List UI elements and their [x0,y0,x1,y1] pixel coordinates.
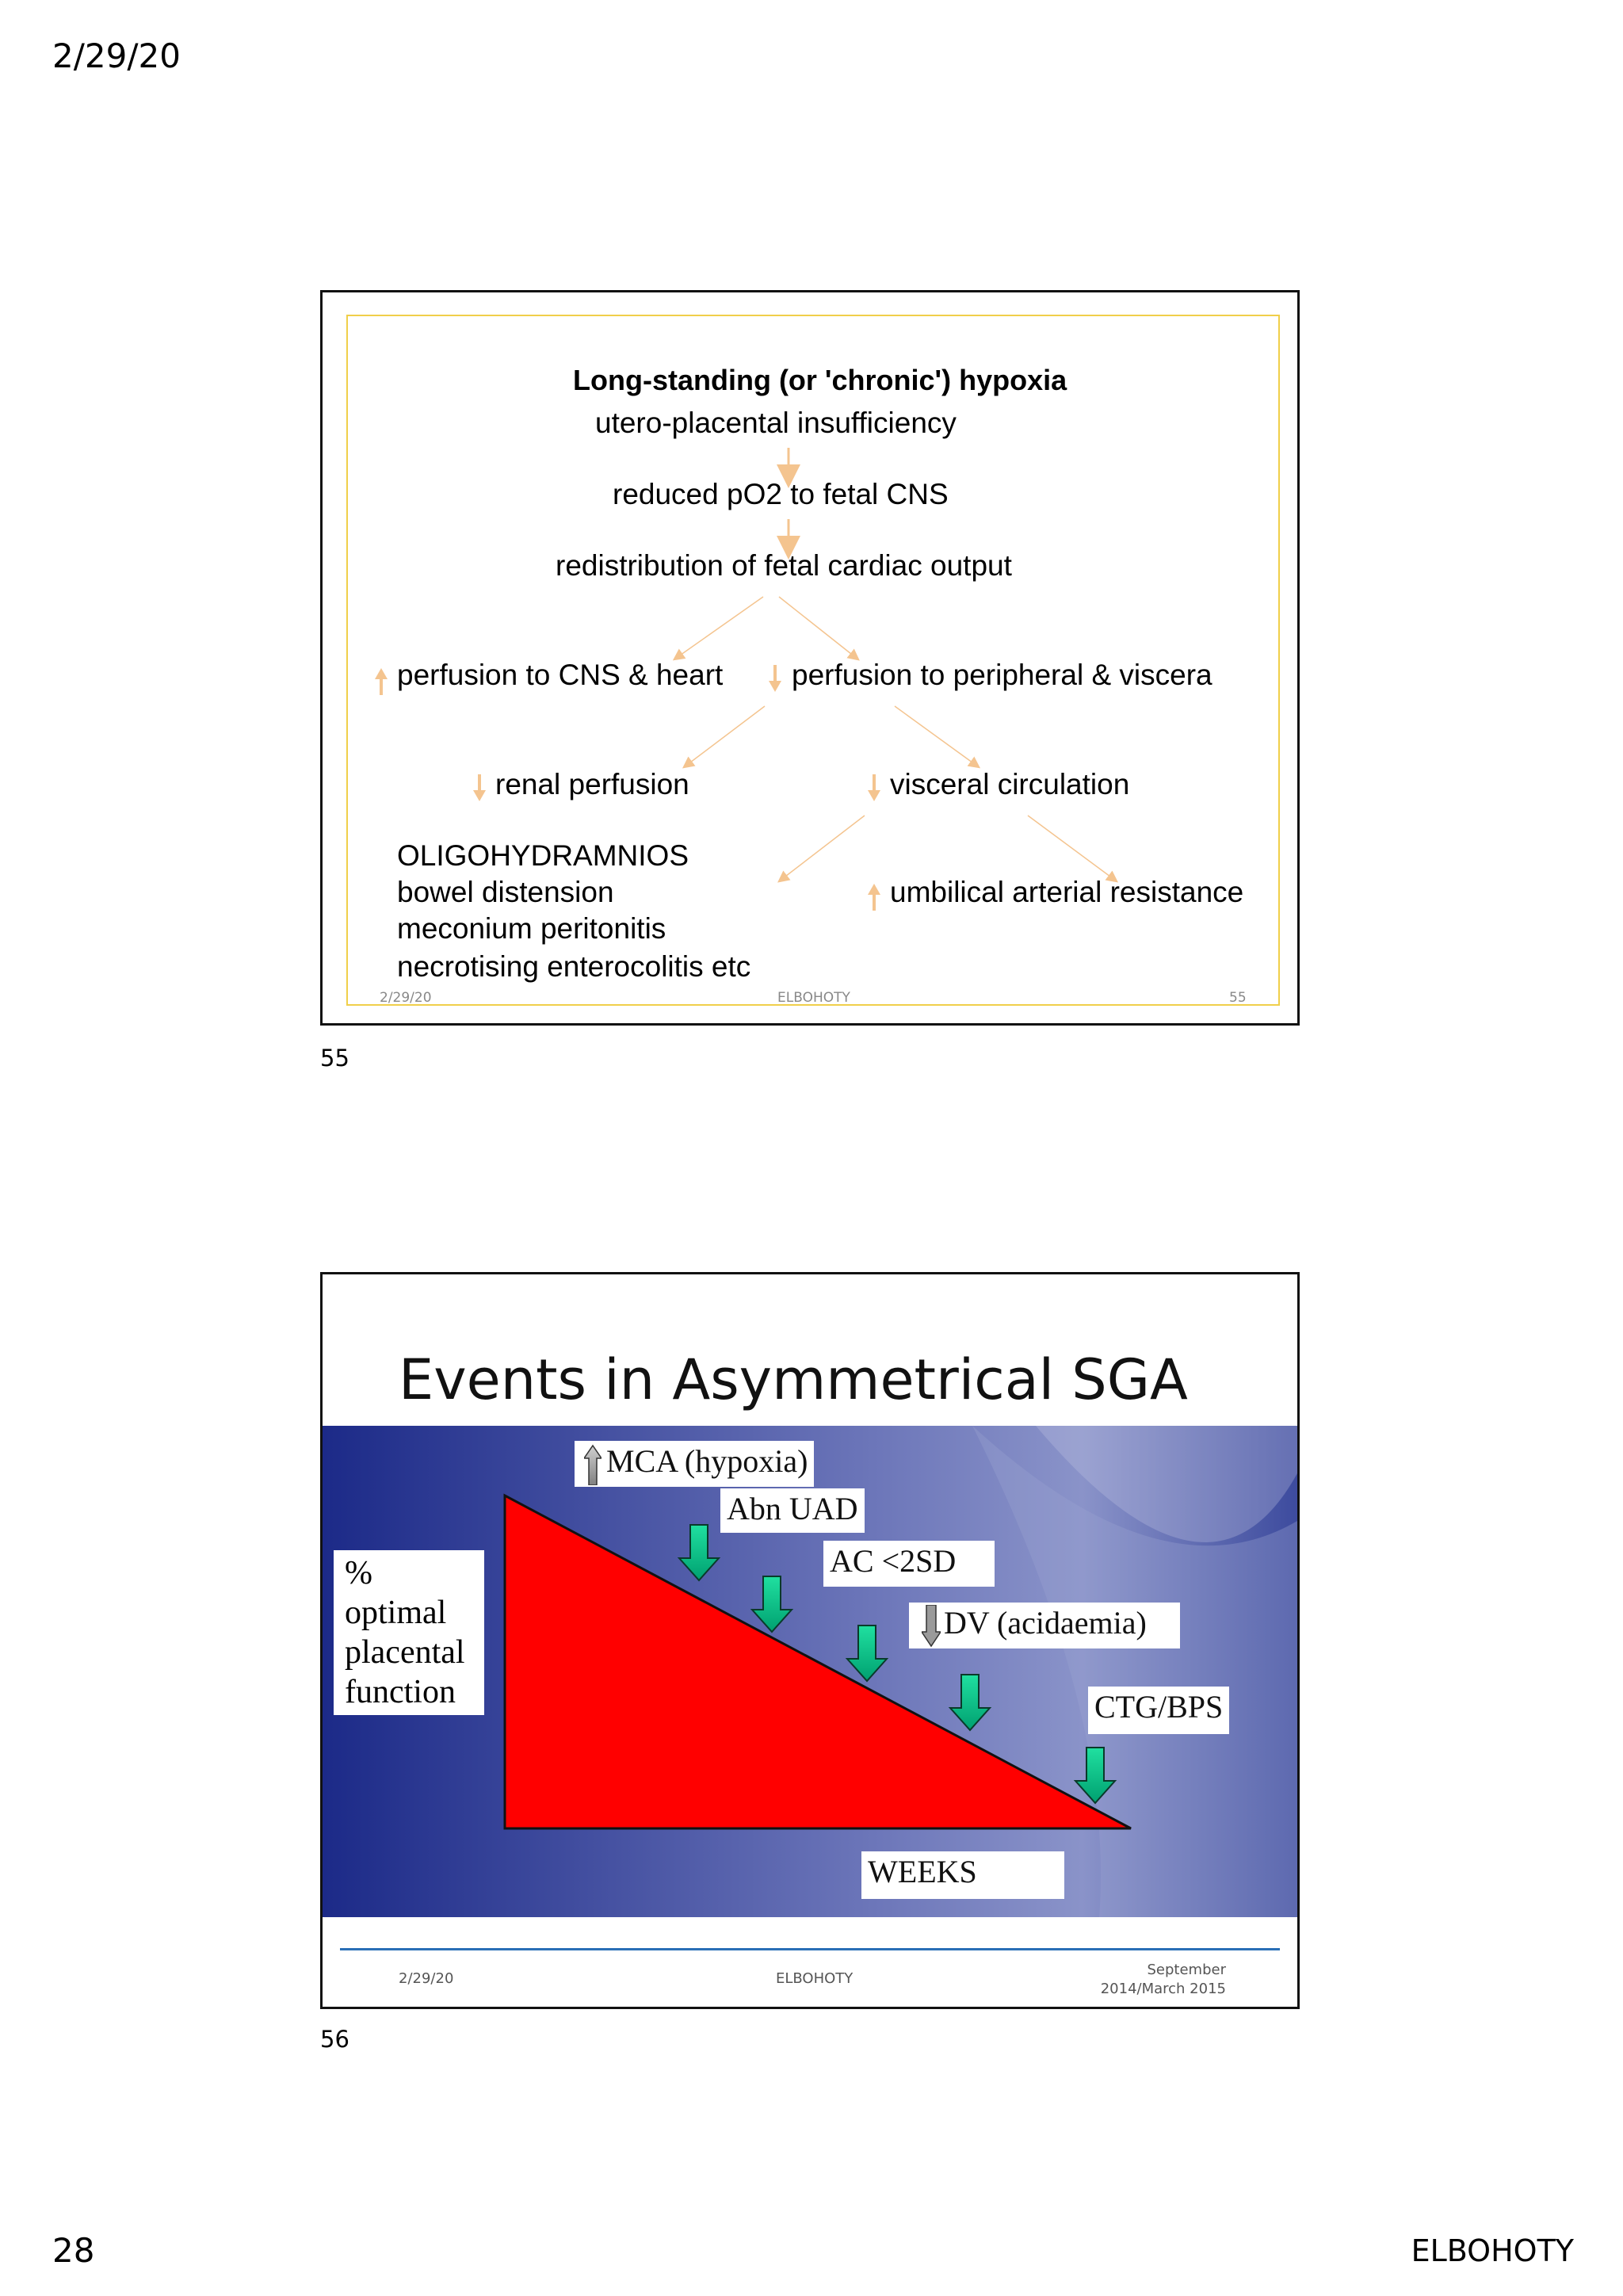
slide-hypoxia-flowchart [320,290,1300,1026]
label-dv [909,1603,1180,1648]
flow-step-viscera: perfusion to peripheral & viscera [792,659,1212,691]
label-weeks: WEEKS [861,1851,1064,1899]
flow-step-po2: reduced pO2 to fetal CNS [613,478,949,510]
label-abn-uad: Abn UAD [720,1488,865,1533]
footer-rule [340,1948,1280,1950]
slide-footer-date: 2/29/20 [399,1970,454,1987]
slide-footer-author: ELBOHOTY [776,1970,854,1987]
label-dv-text: DV (acidaemia) [944,1605,1147,1641]
down-arrow-icon [473,774,486,801]
slide-footer-author: ELBOHOTY [777,990,850,1006]
label-y-axis: % optimal placental function [334,1550,484,1715]
flow-step-renal: renal perfusion [495,768,689,800]
flow-step-bowel: bowel distension [397,876,614,908]
up-arrow-icon [375,668,388,695]
slide-footer-number: 55 [1229,990,1247,1006]
flow-step-umbilical: umbilical arterial resistance [890,876,1244,908]
slide-number: 56 [320,2026,349,2053]
page-number: 28 [52,2231,95,2270]
page-author: ELBOHOTY [1411,2233,1574,2268]
slide-footer-date: 2/29/20 [380,990,432,1006]
label-mca [575,1441,814,1487]
up-arrow-icon [868,884,880,911]
label-ac: AC <2SD [823,1541,995,1587]
flow-step-visceral: visceral circulation [890,768,1130,800]
flow-step-meconium: meconium peritonitis [397,912,666,945]
slide-footer-period: September 2014/March 2015 [1100,1962,1226,1997]
page-date: 2/29/20 [52,36,181,75]
down-arrow-icon [922,1605,941,1648]
flow-step-necrotising: necrotising enterocolitis etc [397,950,751,983]
label-mca-text: MCA (hypoxia) [606,1443,808,1479]
label-ctg-bps: CTG/BPS [1088,1687,1229,1734]
flow-step-redistribution: redistribution of fetal cardiac output [556,549,1012,582]
flow-step-cns-heart: perfusion to CNS & heart [397,659,724,691]
up-arrow-icon [584,1444,601,1485]
down-arrow-icon [868,774,880,801]
flow-step-oligohydramnios: OLIGOHYDRAMNIOS [397,839,689,872]
slide-number: 55 [320,1045,349,1072]
slide-title: Events in Asymmetrical SGA [399,1347,1188,1412]
slide-events-asymmetrical-sga [320,1272,1300,2009]
slide-title: Long-standing (or 'chronic') hypoxia [573,364,1067,396]
flow-step-insufficiency: utero-placental insufficiency [595,407,957,439]
down-arrow-icon [769,665,781,692]
